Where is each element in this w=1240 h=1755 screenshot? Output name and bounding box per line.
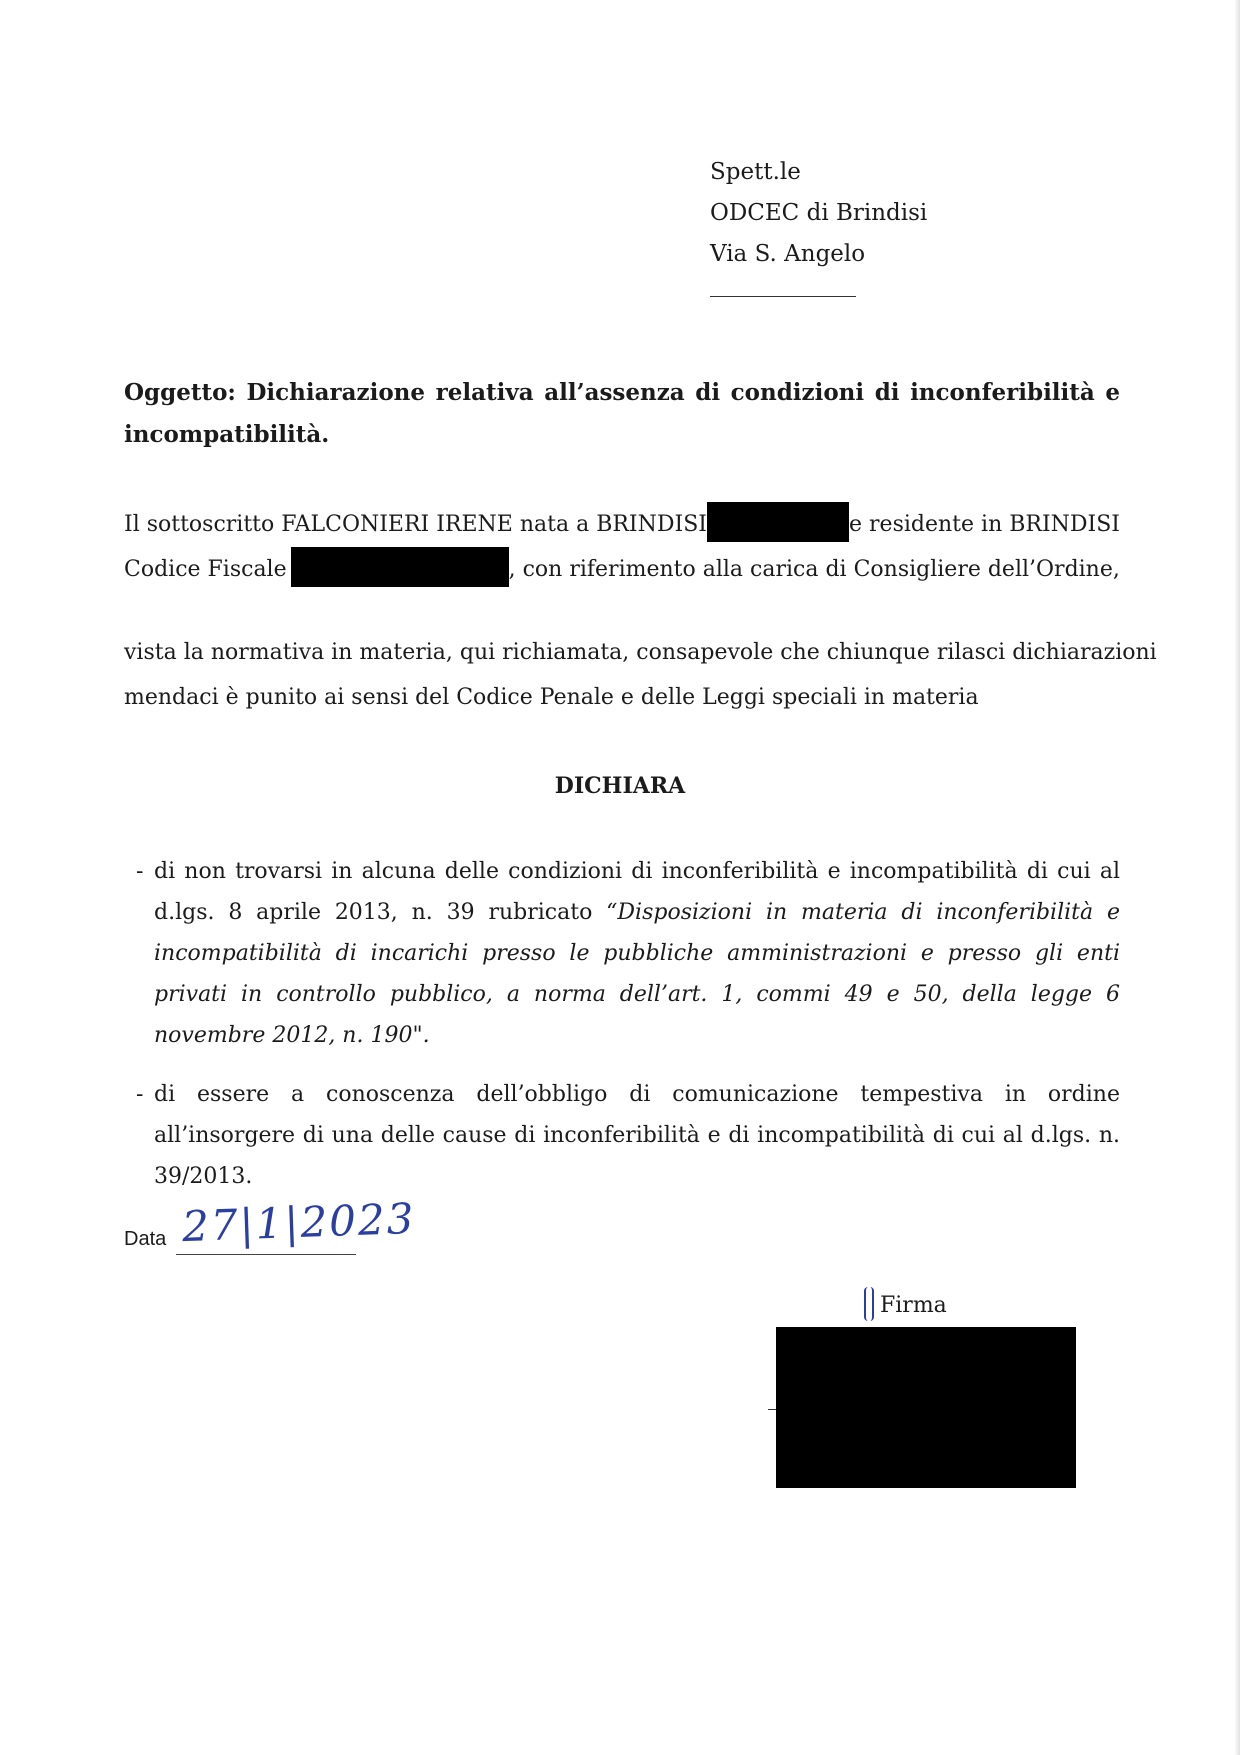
declaration-item-1 xyxy=(136,851,1120,1056)
declarant-line-2 xyxy=(124,547,1120,592)
item-1-plain-text: di non trovarsi in alcuna delle condizioni di inconferibilità e incompatibilità di cui al d.lgs. 8 aprile 2013, n. 39 rubricato xyxy=(154,859,1120,925)
signature-label: Firma xyxy=(880,1293,947,1318)
premise-line-1 xyxy=(124,630,1157,675)
signature-line-tick xyxy=(768,1409,776,1410)
recipient-address: Via S. Angelo xyxy=(710,241,866,267)
declaration-item-2-text: di essere a conoscenza dell’obbligo di comunicazione tempestiva in ordine all’insorgere di una delle cause di inconferibilità e di incompatibilità di cui al d.lgs. n. 39/2013. xyxy=(154,1082,1120,1189)
recipient-salutation: Spett.le xyxy=(710,159,801,185)
recipient-underline xyxy=(710,296,856,297)
date-underline xyxy=(176,1254,356,1255)
premise-paragraph xyxy=(124,630,1157,720)
premise-line-2 xyxy=(124,675,1120,720)
date-label: Data xyxy=(124,1228,167,1250)
declarant-name-birthplace: Il sottoscritto FALCONIERI IRENE nata a BRINDISI xyxy=(124,512,707,537)
declarant-line-1 xyxy=(124,502,1120,547)
office-reference: , con riferimento alla carica di Consigliere dell’Ordine, xyxy=(508,557,1120,582)
redacted-birth-date xyxy=(707,502,849,542)
signature-pen-mark-icon xyxy=(864,1287,874,1321)
premise-text-2: mendaci è punito ai sensi del Codice Penale e delle Leggi speciali in materia xyxy=(124,685,979,710)
declarant-paragraph xyxy=(124,502,1120,592)
tax-code-label: Codice Fiscale xyxy=(124,557,287,582)
subject-line: Oggetto: Dichiarazione relativa all’assenza di condizioni di inconferibilità e incompatibilità. xyxy=(124,379,1120,448)
redacted-signature xyxy=(776,1327,1076,1488)
declaration-item-2 xyxy=(136,1074,1120,1197)
handwritten-date: 27|1|2023 xyxy=(181,1193,417,1252)
item-1-italic-citation: “Disposizioni in materia di inconferibilità e incompatibilità di incarichi presso le pubbliche amministrazioni e presso gli enti privati in controllo pubblico, a norma dell’art. 1, commi 49 e 50, della legge 6 novembre 2012, n. 190". xyxy=(154,900,1120,1048)
bullet-dash: - xyxy=(136,1082,144,1107)
recipient-block xyxy=(710,152,927,275)
page-edge xyxy=(1234,0,1240,1755)
declarant-residence: e residente in BRINDISI xyxy=(849,512,1120,537)
recipient-name: ODCEC di Brindisi xyxy=(710,200,928,226)
premise-text-1: vista la normativa in materia, qui richiamata, consapevole che chiunque rilasci dichiarazioni xyxy=(124,640,1157,665)
declaration-heading: DICHIARA xyxy=(554,773,686,799)
bullet-dash: - xyxy=(136,859,144,884)
redacted-tax-code xyxy=(291,547,509,587)
declaration-item-1-text xyxy=(154,851,1120,1056)
